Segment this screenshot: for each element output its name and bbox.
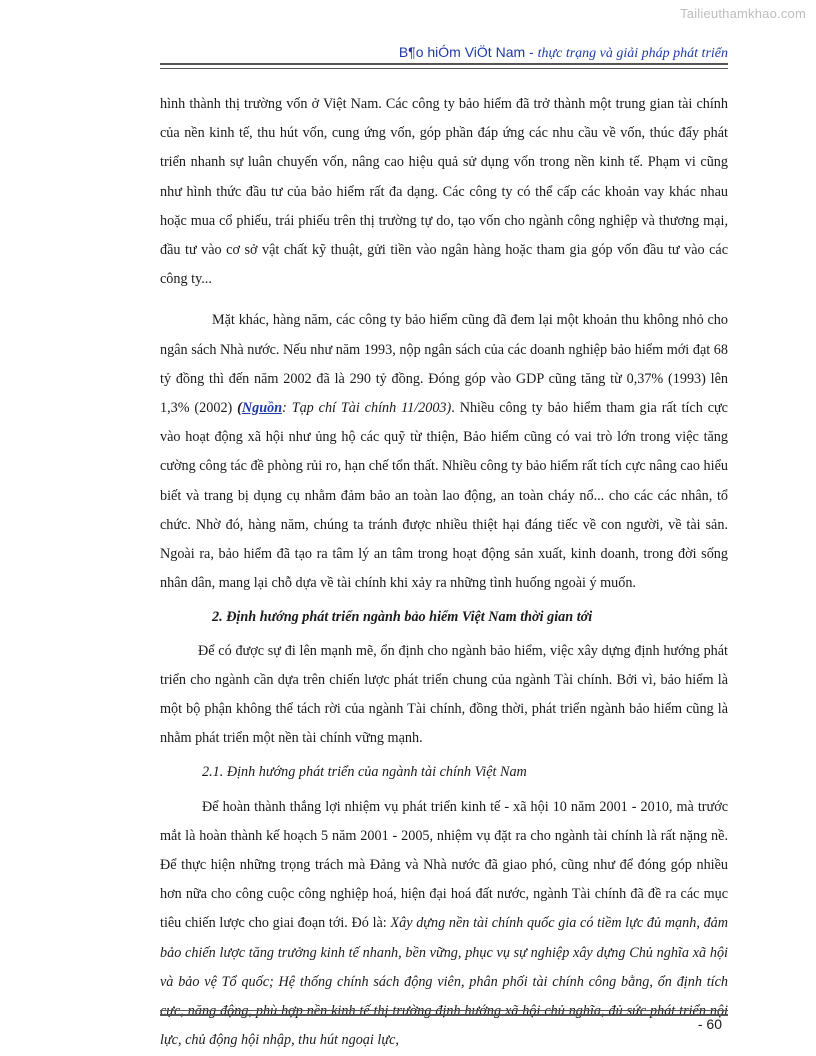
footer-rule-thin: [160, 1010, 728, 1011]
paragraph-2: [160, 306, 728, 598]
watermark: Tailieuthamkhao.com: [680, 6, 806, 21]
source-open-paren: (: [237, 400, 242, 417]
page-body: [160, 90, 728, 1056]
page-number: - 60: [697, 1016, 722, 1032]
header-rule-thick: [160, 63, 728, 65]
source-label: Nguồn: [241, 400, 283, 417]
header-rule-thin: [160, 68, 728, 69]
source-citation: : Tạp chí Tài chính 11/2003): [282, 400, 452, 417]
paragraph-4-text-italic: Xây dựng nền tài chính quốc gia có tiềm lực đủ mạnh, đảm bảo chiến lược tăng trưởng kinh tế nhanh, bền vững, phục vụ sự nghiệp xây dựng Chủ nghĩa xã hội và bảo vệ Tổ quốc; Hệ thống chính sách động viên, phân phối tài chính công bằng, ổn định tích cực, năng động, phù hợp nền kinh tế thị trường định hướng xã hội chủ nghĩa, đủ sức phát triển nội lực, chủ động hội nhập, thu hút ngoại lực,: [160, 915, 729, 1049]
section-heading-2: 2. Định hướng phát triển ngành bảo hiểm Việt Nam thời gian tới: [212, 609, 593, 626]
footer-rule-thick: [160, 1014, 728, 1016]
paragraph-2-text-b: . Nhiều công ty bảo hiểm tham gia rất tích cực vào hoạt động xã hội như ủng hộ các quỹ từ thiện, Bảo hiểm cũng có vai trò lớn trong việc tăng cường công tác đề phòng rủi ro, hạn chế tổn thất. Nhiều công ty bảo hiểm rất tích cực nâng cao hiểu biết và trang bị dụng cụ nhằm đảm bảo an toàn lao động, an toàn cháy nổ... cho các các nhân, tổ chức. Nhờ đó, hàng năm, chúng ta tránh được nhiều thiệt hại đáng tiếc về con người, về tài sản. Ngoài ra, bảo hiểm đã tạo ra tâm lý an tâm trong hoạt động sản xuất, kinh doanh, trong đời sống nhân dân, mang lại chỗ dựa về tài chính khi xảy ra những tình huống ngoài ý muốn.: [160, 400, 728, 592]
paragraph-2-text-a: Mặt khác, hàng năm, các công ty bảo hiểm cũng đã đem lại một khoản thu không nhỏ cho ngân sách Nhà nước. Nếu như năm 1993, nộp ngân sách của các doanh nghiệp bảo hiểm mới đạt 68 tỷ đồng thì đến năm 2002 đã là 290 tỷ đồng. Đóng góp vào GDP cũng tăng từ 0,37% (1993) lên 1,3% (2002): [160, 312, 728, 417]
header-subtitle: thực trạng và giải pháp phát triển: [537, 46, 728, 61]
paragraph-4-text-a: Để hoàn thành thắng lợi nhiệm vụ phát triển kinh tế - xã hội 10 năm 2001 - 2010, mà trước mắt là hoàn thành kế hoạch 5 năm 2001 - 2005, nhiệm vụ đặt ra cho ngành tài chính là rất nặng nề. Để thực hiện những trọng trách mà Đảng và Nhà nước đã giao phó, cũng như để đóng góp nhiều hơn nữa cho công cuộc công nghiệp hoá, hiện đại hoá đất nước, ngành Tài chính đã đề ra các mục tiêu chiến lược cho giai đoạn tới. Đó là:: [160, 798, 728, 932]
page-header: [160, 44, 728, 62]
paragraph-3: Để có được sự đi lên mạnh mẽ, ổn định cho ngành bảo hiểm, việc xây dựng định hướng phát triển cho ngành cần dựa trên chiến lược phát triển chung của ngành Tài chính. Bởi vì, bảo hiểm là một bộ phận không thể tách rời của ngành Tài chính, đồng thời, phát triển ngành bảo hiểm cũng là nhằm phát triển một nền tài chính vững mạnh.: [160, 642, 728, 747]
paragraph-4: [160, 793, 728, 1056]
paragraph-1: hình thành thị trường vốn ở Việt Nam. Các công ty bảo hiểm đã trở thành một trung gian tài chính của nền kinh tế, thu hút vốn, cung ứng vốn, góp phần đáp ứng các nhu cầu về vốn, thúc đẩy phát triển nhanh sự luân chuyển vốn, nâng cao hiệu quả sử dụng vốn trong nền kinh tế. Phạm vi cũng như hình thức đầu tư của bảo hiểm rất đa dạng. Các công ty có thể cấp các khoản vay khác nhau hoặc mua cổ phiếu, trái phiếu trên thị trường tự do, tạo vốn cho ngành công nghiệp và thương mại, đầu tư vào cơ sở vật chất kỹ thuật, gửi tiền vào ngân hàng hoặc tham gia góp vốn đầu tư vào các công ty...: [160, 96, 728, 288]
subsection-heading-2-1: 2.1. Định hướng phát triển của ngành tài chính Việt Nam: [202, 764, 527, 781]
header-title: B¶o hiÓm ViÖt Nam -: [398, 44, 538, 60]
